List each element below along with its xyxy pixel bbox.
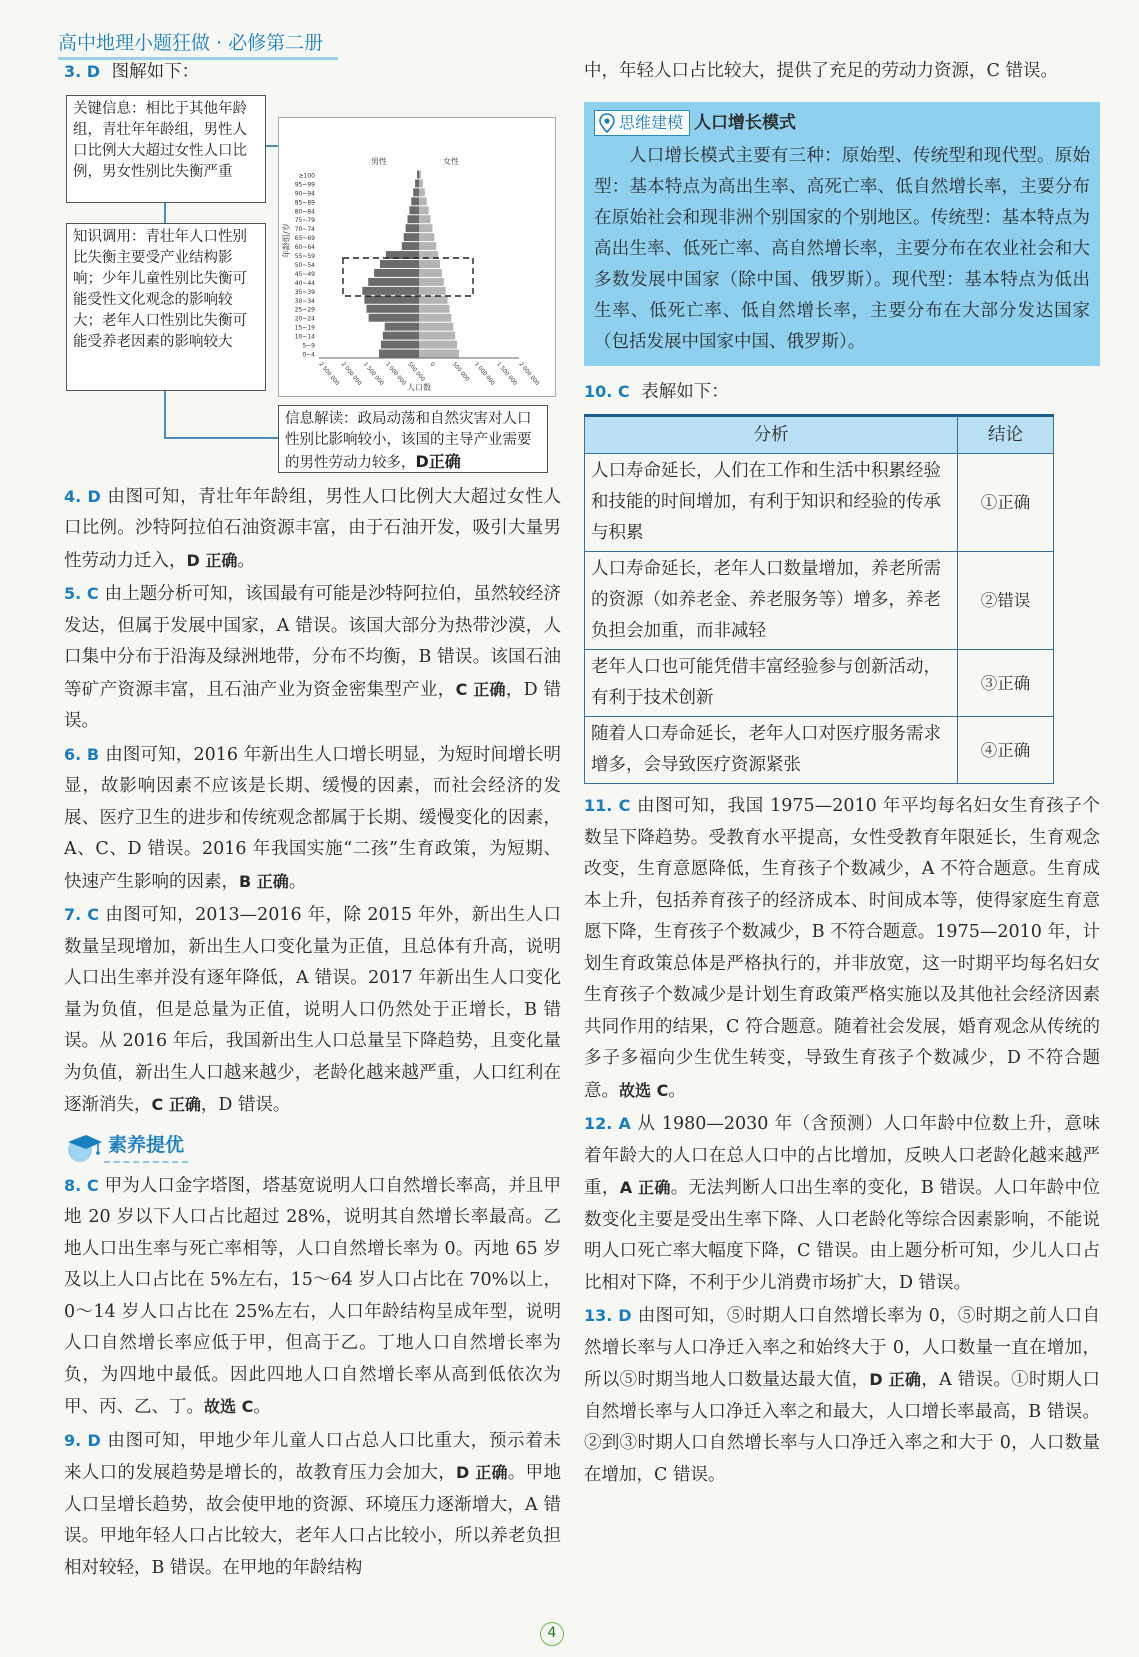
pyramid-bar-male [415,179,419,187]
pyramid-bar-male [383,331,419,339]
pyramid-bar-female [419,313,451,321]
answer-highlight: C 正确 [455,679,506,699]
answer-highlight: 故选 C [619,1080,669,1100]
graduation-cap-icon [64,1130,104,1164]
pyramid-bar-female [419,224,432,232]
pyramid-bar-female [419,206,429,214]
pyramid-age-tick: 90~94 [294,189,315,197]
table-cell: 老年人口也可能凭借丰富经验参与创新活动，有利于技术创新 [585,650,958,717]
pyramid-age-tick: 40~44 [294,279,315,287]
pyramid-bar-female [419,188,425,196]
answer-letter: C [86,584,99,603]
pyramid-age-tick: 95~99 [294,180,315,188]
question-tail: 。 [237,550,255,571]
pyramid-age-tick: ≥100 [298,171,315,179]
location-pin-icon [599,113,615,133]
answer-letter: C [87,905,99,924]
question-number: 10. [584,381,613,401]
key-info-box: 关键信息：相比于其他年龄组，青壮年年龄组，男性人口比例大大超过女性人口比例，男女性别比失衡严重 [66,95,266,203]
question-13 [584,1300,1100,1491]
pyramid-bars [319,170,519,358]
thinking-model-box [584,102,1100,366]
answer-letter: C [618,796,631,815]
analysis-table [584,414,1054,784]
question-text: 由图可知，2013—2016 年，除 2015 年外，新出生人口数量呈现增加，新出生人口变化量为正值，且总体有升高，说明人口出生率并没有逐年降低，A 错误。2017 年新出生人口变化量为负值，但是总量为正值，说明人口仍然处于正增长，B 错误。从 2016 年后，我国新出生人口总量呈下降趋势，且变化量为负值，新出生人口越来越少，老龄化越来越严重，人口红利在逐渐消失， [64,905,561,1115]
pyramid-bar-male [404,233,419,241]
pyramid-bar-male [364,295,419,303]
table-row [585,717,1054,784]
question-10 [584,376,1100,409]
table-cell: 人口寿命延长，老年人口数量增加，养老所需的资源（如养老金、养老服务等）增多，养老负担会加重，而非减轻 [585,552,958,650]
pyramid-bar-male [408,215,420,223]
pyramid-bar-male [409,206,419,214]
connector [164,203,166,223]
question-8 [64,1170,561,1424]
table-cell: 人口寿命延长，人们在工作和生活中积累经验和技能的时间增加，有利于知识和经验的传承与积累 [585,454,958,552]
question-tail: 。无法判断人口出生率的变化，B 错误。人口年龄中位数变化主要是受出生率下降、人口老龄化等综合因素影响，不能说明人口死亡率大幅度下降，C 错误。由上题分析可知，少儿人口占比相对下降，不利于少儿消费市场扩大，D 错误。 [584,1178,1101,1293]
pyramid-bar-female [419,340,457,348]
pyramid-x-tick: 2 000 000 [517,360,541,387]
table-row [585,454,1054,552]
pyramid-age-tick: 0~4 [302,351,315,358]
table-row [585,650,1054,717]
pyramid-x-tick: 0 [428,360,436,368]
pyramid-age-tick: 30~34 [294,297,315,305]
answer-highlight: C 正确 [151,1095,201,1114]
pyramid-bar-male [380,260,419,268]
question-tail: 。 [288,871,307,892]
pyramid-bar-male [385,322,419,330]
pyramid-bar-female [419,242,436,250]
question-tail: ，A 错误。①时期人口自然增长率与人口净迁入率之和最大，人口增长率最高，B 错误。②到③时期人口自然增长率与人口净迁入率之和大于 0，人口数量在增加，C 错误。 [584,1370,1101,1485]
pyramid-bar-female [419,215,431,223]
answer-letter: D [618,1306,632,1325]
model-title [594,108,1090,139]
question-text: 由图可知，我国 1975—2010 年平均每名妇女生育孩子个数呈下降趋势。受教育水平提高，女性受教育年限延长，生育观念改变，生育意愿降低，生育孩子个数减少，A 不符合题意。生育成本上升，包括养育孩子的经济成本、时间成本等，使得家庭生育意愿下降，生育孩子个数减少，B 不符合题意。1975—2010 年，计划生育政策总体是严格执行的，并非放宽，这一时期平均每名妇女生育孩子个数减少是计划生育政策严格实施以及其他社会经济因素共同作用的结果，C 符合题意。随着社会发展，婚育观念从传统的多子多福向少生优生转变，导致生育孩子个数减少，D 不符合题意。 [584,796,1100,1101]
table-header-row [585,416,1054,454]
answer-highlight: D 正确 [186,550,238,570]
question-number: 3. [64,62,82,81]
connector [266,145,278,147]
left-column [64,56,561,1585]
interpretation-text: 信息解读：政局动荡和自然灾害对人口性别比影响较小，该国的主导产业需要的男性劳动力较多， [285,410,532,471]
table-cell: ②错误 [958,552,1054,650]
pyramid-age-tick: 75~79 [294,216,315,224]
model-tag-text: 思维建模 [619,113,684,132]
pyramid-bar-female [419,295,448,303]
pyramid-age-tick: 60~64 [294,243,315,251]
answer-letter: D [87,486,101,506]
pyramid-age-ticks [295,172,315,358]
answer-highlight: B 正确 [239,871,289,891]
pyramid-bar-male [379,349,419,357]
question-number: 12. [584,1114,613,1133]
pyramid-bar-male [417,170,419,178]
page-header: 高中地理小题狂做 · 必修第二册 [58,28,338,60]
pyramid-age-tick: 70~74 [294,225,315,233]
question-tail: 。 [253,1397,271,1417]
answer-letter: C [617,381,630,401]
interpretation-box [278,405,548,473]
page-number: 4 [540,1622,564,1646]
pyramid-x-tick: 2 500 000 [317,360,341,387]
question-number: 13. [584,1306,613,1325]
pyramid-bar-female [419,268,442,276]
question-tail: ，D 错误。 [64,679,562,731]
question-text: 从 1980—2030 年（含预测）人口年龄中位数上升，意味着年龄大的人口在总人口中的占比增加，反映人口老龄化越来越严重， [584,1114,1100,1198]
population-pyramid [278,117,556,397]
pyramid-bar-male [411,197,419,205]
question-5 [64,578,561,738]
question-4 [64,481,561,578]
question-number: 9. [64,1430,82,1450]
pyramid-age-tick: 80~84 [294,207,315,215]
answer-letter: D [87,1430,101,1450]
pyramid-age-tick: 5~9 [302,342,315,350]
question-text: 由图可知，青壮年年龄组，男性人口比例大大超过女性人口比例。沙特阿拉伯石油资源丰富，由于石油开发，吸引大量男性劳动力迁入， [64,486,561,571]
pyramid-x-tick: 1 000 000 [473,360,496,387]
answer-highlight: D 正确 [456,1463,508,1482]
answer-highlight: D 正确 [869,1370,922,1389]
pyramid-ylabel: 年龄组/岁 [282,222,291,258]
pyramid-x-tick: 1 500 000 [495,360,518,387]
question-text: 由图可知，⑤时期人口自然增长率为 0，⑤时期之前人口自然增长率与人口净迁入率之和始终大于 0，人口数量一直在增加，所以⑤时期当地人口数量达最大值， [584,1306,1100,1390]
question-12 [584,1108,1100,1299]
section-title: 素养提优 [104,1130,188,1164]
question-text: 由图可知，甲地少年儿童人口占总人口比重大，预示着未来人口的发展趋势是增长的，故教育压力会加大， [64,1430,561,1483]
answer-letter: D [86,62,101,81]
pyramid-x-tick: 2 000 000 [339,360,363,387]
question-3 [64,56,561,89]
table-cell: ①正确 [958,454,1054,552]
question-6 [64,739,561,899]
pyramid-bar-male [367,304,420,312]
interpretation-answer: D正确 [415,451,461,471]
model-text: 人口增长模式主要有三种：原始型、传统型和现代型。原始型：基本特点为高出生率、高死亡率、低自然增长率，主要分布在原始社会和现非洲个别国家的个别地区。传统型：基本特点为高出生率、低死亡率、高自然增长率，主要分布在农业社会和大多数发展中国家（除中国、俄罗斯）。现代型：基本特点为低出生率、低死亡率、低自然增长率，主要分布在大部分发达国家（包括发展中国家中国、俄罗斯）。 [594,145,1090,352]
pyramid-bar-male [381,340,419,348]
pyramid-bar-male [369,313,419,321]
pyramid-bar-female [419,349,459,357]
pyramid-age-tick: 25~29 [294,306,315,314]
question-number: 8. [64,1175,82,1195]
question-number: 6. [64,744,82,764]
pyramid-age-tick: 45~49 [294,270,315,278]
answer-highlight: A 正确 [619,1178,671,1197]
pyramid-age-tick: 35~39 [294,288,315,296]
answer-letter: C [86,1175,99,1195]
pyramid-age-tick: 20~24 [294,315,315,323]
pyramid-bar-female [419,260,440,268]
question-number: 7. [64,905,82,924]
pyramid-age-tick: 15~19 [294,324,315,332]
question-text: 由图可知，2016 年新出生人口增长明显，为短时间增长明显，故影响因素不应该是长期、缓慢的因素，而社会经济的发展、医疗卫生的进步和传统观念都属于长期、缓慢变化的因素，A、C、D 错误。2016 年我国实施“二孩”生育政策，为短期、快速产生影响的因素， [64,744,561,892]
pyramid-bar-female [419,170,421,178]
connector [164,391,166,439]
pyramid-chart [279,118,557,398]
pyramid-x-tick: 1 500 000 [361,360,385,387]
pyramid-age-tick: 85~89 [294,198,315,206]
pyramid-female-label: 女性 [443,156,459,166]
table-row [585,552,1054,650]
pyramid-x-tick: 500 000 [450,360,471,383]
table-cell: ③正确 [958,650,1054,717]
model-name: 人口增长模式 [694,112,797,133]
pyramid-bar-male [362,286,419,294]
table-cell: 随着人口寿命延长，老年人口对医疗服务需求增多，会导致医疗资源紧张 [585,717,958,784]
pyramid-bar-female [419,233,434,241]
question-number: 11. [584,796,613,815]
answer-letter: A [618,1114,631,1133]
pyramid-x-tick: 500 000 [406,360,426,383]
question-text: 表解如下： [641,381,729,402]
answer-letter: B [86,744,100,764]
table-header-analysis: 分析 [585,416,958,454]
pyramid-bar-female [419,331,455,339]
connector [164,437,278,439]
question-11 [584,790,1100,1107]
pyramid-bar-male [374,268,419,276]
question-9 [64,1425,561,1585]
pyramid-bar-female [419,286,446,294]
question-tail: ，D 错误。 [200,1095,291,1115]
question-9-continued: 中，年轻人口占比较大，提供了充足的劳动力资源，C 错误。 [584,61,1058,81]
question-text: 由上题分析可知，该国最有可能是沙特阿拉伯，虽然较经济发达，但属于发展中国家，A 错误。该国大部分为热带沙漠，人口集中分布于沿海及绿洲地带，分布不均衡，B 错误。该国石油等矿产资源丰富，且石油产业为资金密集型产业， [64,584,561,700]
pyramid-age-tick: 50~54 [294,261,315,269]
pyramid-bar-male [413,188,419,196]
model-tag [594,110,690,136]
pyramid-xlabel: 人口数 [407,382,431,392]
knowledge-box: 知识调用：青壮年人口性别比失衡主要受产业结构影响；少年儿童性别比失衡可能受性文化观念的影响较大；老年人口性别比失衡可能受养老因素的影响较大 [66,223,266,391]
pyramid-bar-male [368,277,419,285]
pyramid-bar-female [419,304,450,312]
pyramid-age-tick: 55~59 [294,252,315,260]
question-number: 5. [64,584,82,603]
pyramid-bar-male [402,242,419,250]
question-7 [64,899,561,1122]
section-header [64,1130,561,1164]
pyramid-male-label: 男性 [371,156,387,166]
question-number: 4. [64,486,82,506]
pyramid-bar-female [419,179,423,187]
question-text: 图解如下： [111,62,200,82]
pyramid-x-tick: 1 000 000 [384,360,407,387]
pyramid-bar-female [419,277,444,285]
question-text: 甲为人口金字塔图，塔基宽说明人口自然增长率高，并且甲地 20 岁以下人口占比超过 28%，说明其自然增长率最高。乙地人口出生率与死亡率相等，人口自然增长率为 0。丙地 65 岁及以上人口占比在 5%左右，15～64 岁人口占比在 70%以上，0～14 岁人口占比在 25%左右，人口年龄结构呈成年型，说明人口自然增长率应低于甲，但高于乙。丁地人口自然增长率为负，为四地中最低。因此四地人口自然增长率从高到低依次为甲、丙、乙、丁。 [64,1175,561,1417]
question-tail: 。 [668,1080,686,1101]
analysis-figure [64,95,561,475]
right-column [584,56,1100,1492]
pyramid-bar-female [419,322,453,330]
question-tail: 。甲地人口呈增长趋势，故会使甲地的资源、环境压力逐渐增大，A 错误。甲地年轻人口占比较大，老年人口占比较小，所以养老负担相对较轻，B 错误。在甲地的年龄结构 [64,1463,561,1578]
pyramid-bar-male [406,224,419,232]
pyramid-age-tick: 65~69 [294,234,315,242]
table-header-conclusion: 结论 [958,416,1054,454]
table-cell: ④正确 [958,717,1054,784]
answer-highlight: 故选 C [204,1397,254,1416]
pyramid-bar-female [419,197,427,205]
pyramid-age-tick: 10~14 [294,333,315,341]
